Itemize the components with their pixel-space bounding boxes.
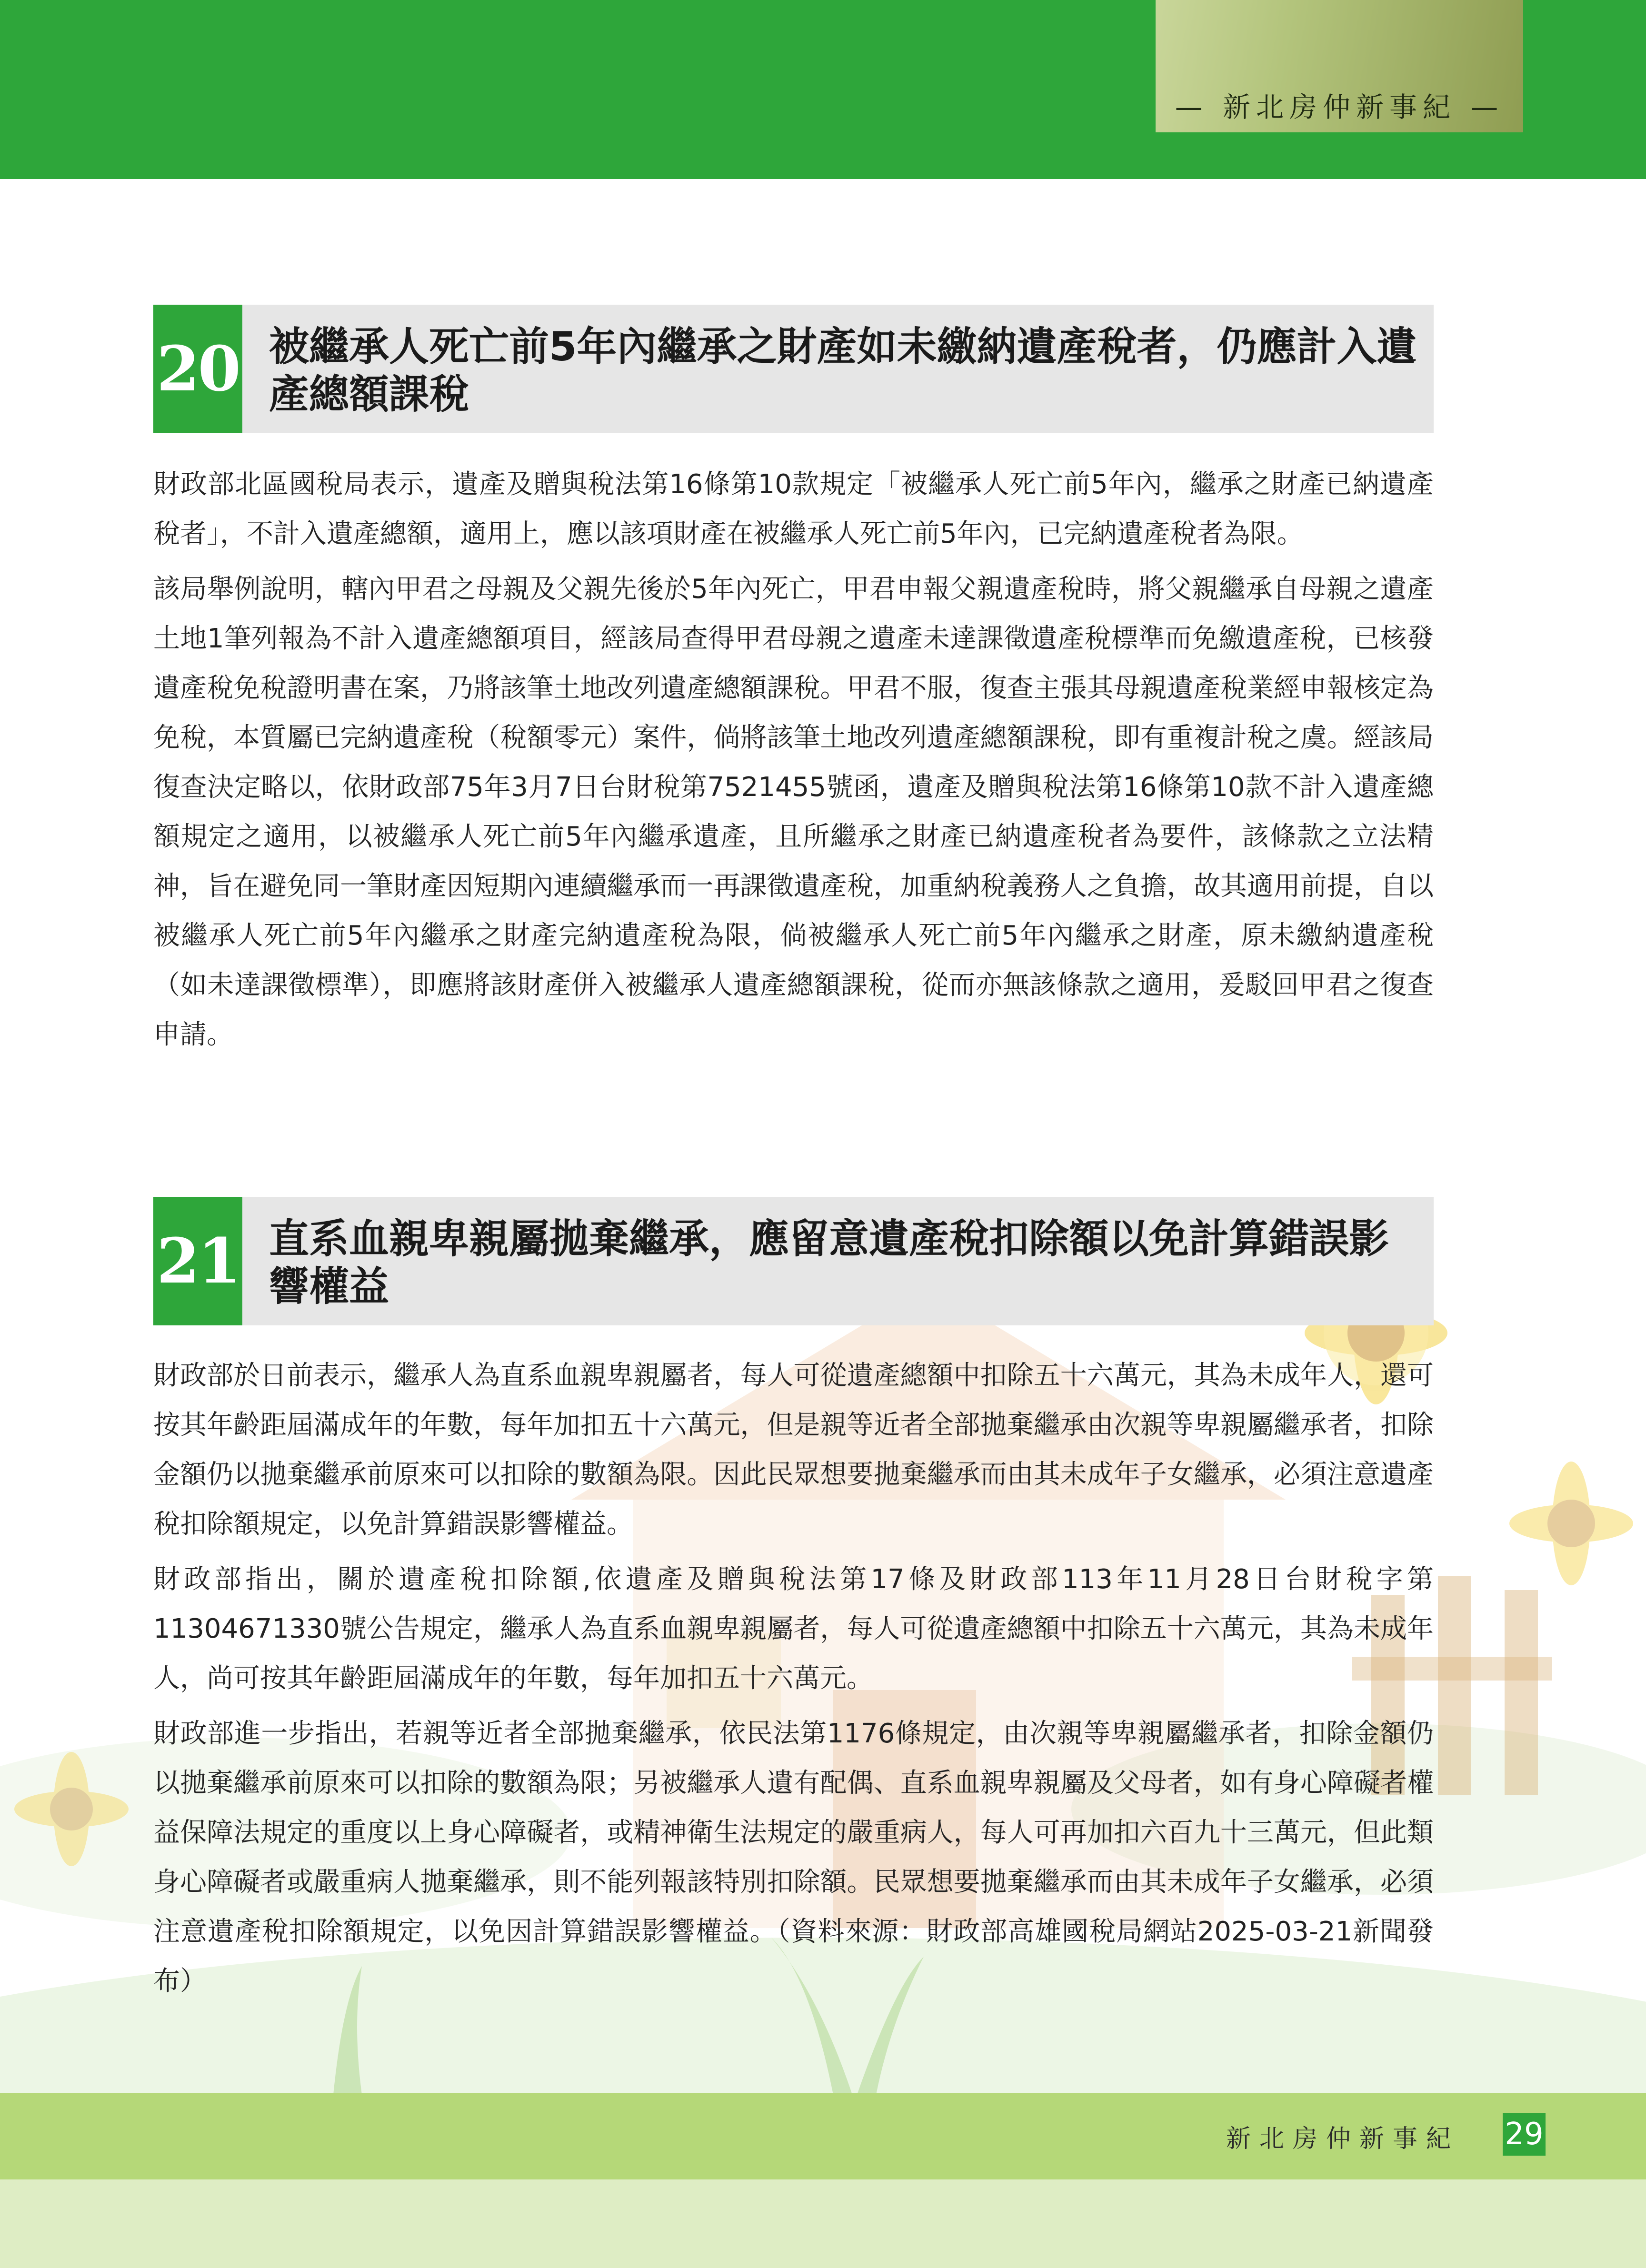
footer-title: 新北房仲新事紀 [1226, 2125, 1460, 2153]
section-number: 20 [153, 305, 242, 433]
section-title: 直系血親卑親屬拋棄繼承，應留意遺產稅扣除額以免計算錯誤影響權益 [269, 1215, 1389, 1310]
paragraph: 該局舉例說明，轄內甲君之母親及父親先後於5年內死亡，甲君申報父親遺產稅時，將父親繼承自母親之遺產土地1筆列報為不計入遺產總額項目，經該局查得甲君母親之遺產未達課徵遺產稅標準而免繳遺產稅，已核發遺產稅免稅證明書在案，乃將該筆土地改列遺產總額課稅。甲君不服，復查主張其母親遺產稅業經申報核定為免稅，本質屬已完納遺產稅（稅額零元）案件，倘將該筆土地改列遺產總額課稅，即有重複計稅之虞。經該局復查決定略以，依財政部75年3月7日台財稅第7521455號函，遺產及贈與稅法第16條第10款不計入遺產總額規定之適用，以被繼承人死亡前5年內繼承遺產，且所繼承之財產已納遺產稅者為要件，該條款之立法精神，旨在避免同一筆財產因短期內連續繼承而一再課徵遺產稅，加重納稅義務人之負擔，故其適用前提，自以被繼承人死亡前5年內繼承之財產完納遺產稅為限，倘被繼承人死亡前5年內繼承之財產，原未繳納遺產稅（如未達課徵標準），即應將該財產併入被繼承人遺產總額課稅，從而亦無該條款之適用，爰駁回甲君之復查申請。 [153, 574, 1434, 1050]
section-21-header [153, 1197, 1434, 1325]
section-20-body [153, 460, 1434, 1065]
paragraph: 財政部於日前表示，繼承人為直系血親卑親屬者，每人可從遺產總額中扣除五十六萬元，其為未成年人，還可按其年齡距屆滿成年的年數，每年加扣五十六萬元，但是親等近者全部拋棄繼承由次親等卑親屬繼承者，扣除金額仍以拋棄繼承前原來可以扣除的數額為限。因此民眾想要拋棄繼承而由其未成年子女繼承，必須注意遺產稅扣除額規定，以免計算錯誤影響權益。 [153, 1360, 1434, 1540]
header-badge [1156, 0, 1523, 132]
paragraph: 財政部北區國稅局表示，遺產及贈與稅法第16條第10款規定「被繼承人死亡前5年內，繼承之財產已納遺產稅者」，不計入遺產總額，適用上，應以該項財產在被繼承人死亡前5年內，已完納遺產稅者為限。 [153, 469, 1434, 549]
page-number: 29 [1503, 2113, 1546, 2156]
paragraph: 財政部指出，關於遺產稅扣除額,依遺產及贈與稅法第17條及財政部113年11月28日台財稅字第11304671330號公告規定，繼承人為直系血親卑親屬者，每人可從遺產總額中扣除五十六萬元，其為未成年人，尚可按其年齡距屆滿成年的年數，每年加扣五十六萬元。 [153, 1564, 1434, 1694]
header-title: — 新北房仲新事紀 — [1175, 91, 1504, 123]
section-title: 被繼承人死亡前5年內繼承之財產如未繳納遺產稅者，仍應計入遺產總額課稅 [269, 323, 1417, 418]
section-21-body [153, 1351, 1434, 2012]
section-number: 21 [153, 1197, 242, 1325]
section-20-header [153, 305, 1434, 433]
paragraph: 財政部進一步指出，若親等近者全部拋棄繼承，依民法第1176條規定，由次親等卑親屬繼承者，扣除金額仍以拋棄繼承前原來可以扣除的數額為限；另被繼承人遺有配偶、直系血親卑親屬及父母者，如有身心障礙者權益保障法規定的重度以上身心障礙者，或精神衛生法規定的嚴重病人，每人可再加扣六百九十三萬元，但此類身心障礙者或嚴重病人拋棄繼承，則不能列報該特別扣除額。民眾想要拋棄繼承而由其未成年子女繼承，必須注意遺產稅扣除額規定，以免因計算錯誤影響權益。（資料來源：財政部高雄國稅局網站2025-03-21新聞發布） [153, 1718, 1434, 1997]
footer-bottom [0, 2179, 1646, 2268]
